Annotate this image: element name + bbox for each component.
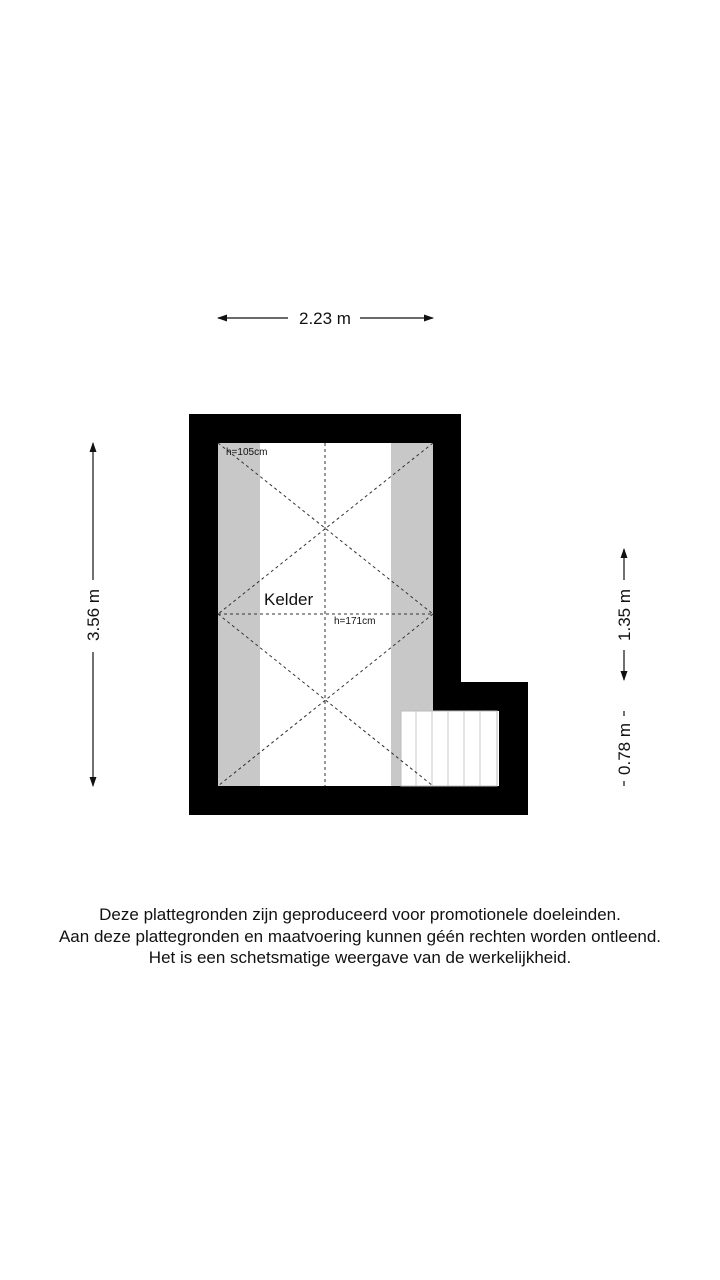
- dimension-right-upper-label: 1.35 m: [615, 589, 634, 641]
- staircase: [401, 711, 497, 786]
- disclaimer: [0, 904, 720, 969]
- disclaimer-line-2: Aan deze plattegronden en maatvoering kunnen géén rechten worden ontleend.: [58, 926, 662, 946]
- dimension-left: [84, 443, 103, 786]
- dimension-top: [218, 309, 433, 328]
- ceiling-height-max: h=171cm: [334, 616, 376, 627]
- disclaimer-line-3: Het is een schetsmatige weergave van de werkelijkheid.: [148, 948, 572, 967]
- dimension-right-lower: [615, 711, 634, 786]
- dimension-left-label: 3.56 m: [84, 589, 103, 641]
- room-name: Kelder: [264, 590, 314, 609]
- low-ceiling-zone-right-lower: [391, 711, 401, 786]
- ceiling-height-min: h=105cm: [226, 447, 268, 458]
- disclaimer-line-1: Deze plattegronden zijn geproduceerd voor promotionele doeleinden.: [99, 905, 621, 924]
- dimension-right-lower-label: 0.78 m: [615, 723, 634, 775]
- low-ceiling-zone-right: [391, 443, 433, 711]
- dimension-top-label: 2.23 m: [299, 309, 351, 328]
- dimension-right-upper: [615, 549, 634, 680]
